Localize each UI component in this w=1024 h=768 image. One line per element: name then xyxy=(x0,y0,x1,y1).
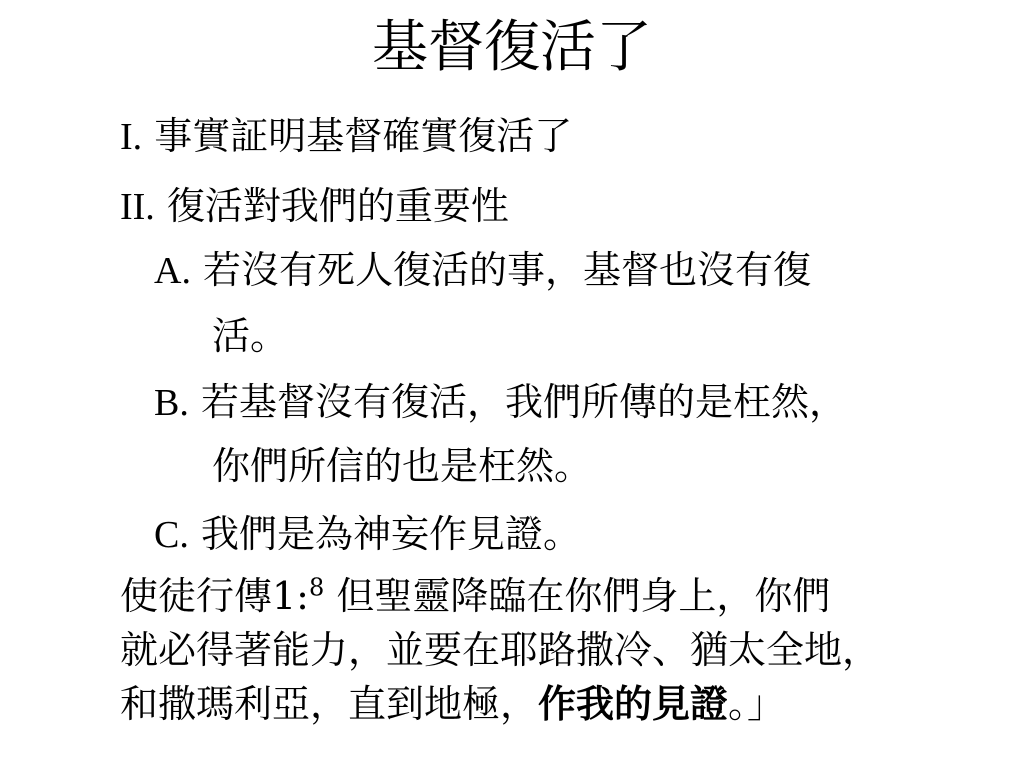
outline-subitem-a-continuation: 活。 xyxy=(212,314,289,358)
outline-subitem-b-continuation: 你們所信的也是枉然。 xyxy=(212,444,593,488)
verse-emphasis: 作我的見證 xyxy=(538,681,729,726)
verse-number: 8 xyxy=(308,573,325,602)
outline-subitem-a xyxy=(154,246,811,295)
outline-item-1 xyxy=(120,112,572,161)
outline-text: 我們是為神妄作見證。 xyxy=(200,512,581,556)
outline-marker: A. xyxy=(154,250,191,292)
verse-closing: 。」 xyxy=(728,682,786,726)
outline-text: 事實証明基督確實復活了 xyxy=(154,114,573,158)
outline-marker: I. xyxy=(120,116,143,158)
verse-line-3 xyxy=(120,680,785,728)
verse-reference: 使徒行傳1: xyxy=(120,574,309,618)
verse-text-1: 但聖靈降臨在你們身上，你們 xyxy=(336,574,831,618)
outline-text: 若基督沒有復活，我們所傳的是枉然， xyxy=(200,380,847,424)
outline-marker: B. xyxy=(154,382,189,424)
outline-subitem-c xyxy=(154,510,581,559)
outline-item-2 xyxy=(120,182,509,231)
slide-title: 基督復活了 xyxy=(372,15,652,80)
outline-text: 復活對我們的重要性 xyxy=(166,184,509,228)
outline-marker: II. xyxy=(120,186,155,228)
outline-subitem-b xyxy=(154,378,847,427)
verse-line-1 xyxy=(120,572,830,620)
outline-marker: C. xyxy=(154,514,189,556)
verse-line-2: 就必得著能力，並要在耶路撒冷、猶太全地， xyxy=(120,628,881,672)
outline-text: 若沒有死人復活的事，基督也沒有復 xyxy=(203,248,812,292)
verse-text-3: 和撒瑪利亞，直到地極， xyxy=(120,682,539,726)
